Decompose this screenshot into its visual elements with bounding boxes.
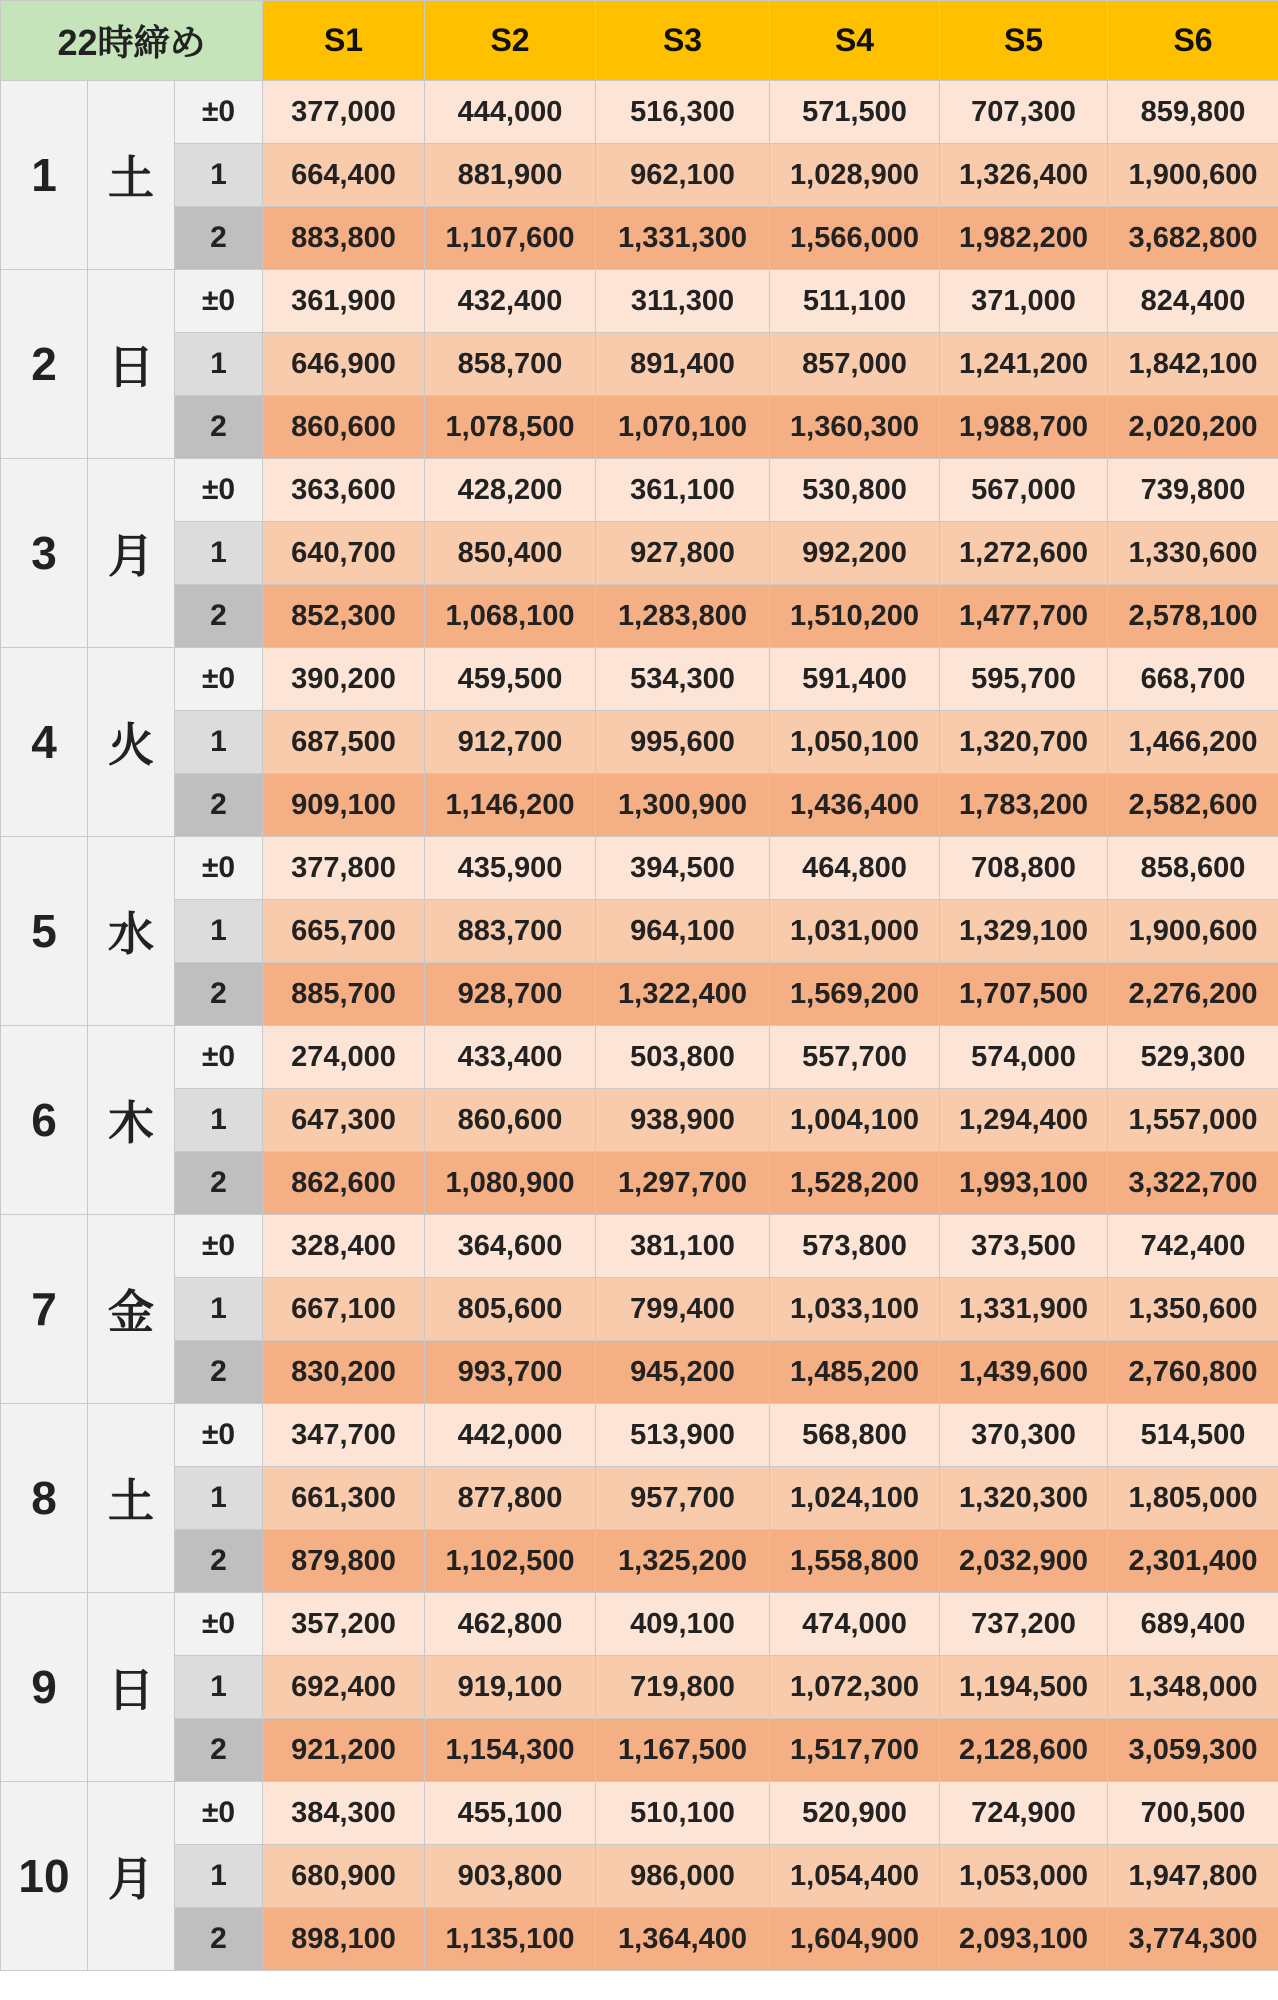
value-cell: 1,028,900	[770, 144, 940, 207]
value-cell: 1,322,400	[596, 963, 770, 1026]
value-cell: 850,400	[425, 522, 596, 585]
table-row	[1, 711, 1278, 774]
level-label: 2	[175, 1719, 263, 1782]
level-label: ±0	[175, 270, 263, 333]
value-cell: 860,600	[425, 1089, 596, 1152]
table-row	[1, 585, 1278, 648]
value-cell: 428,200	[425, 459, 596, 522]
value-cell: 1,842,100	[1108, 333, 1278, 396]
column-header: S1	[263, 1, 425, 81]
value-cell: 2,128,600	[940, 1719, 1108, 1782]
value-cell: 384,300	[263, 1782, 425, 1845]
value-cell: 680,900	[263, 1845, 425, 1908]
value-cell: 858,700	[425, 333, 596, 396]
value-cell: 739,800	[1108, 459, 1278, 522]
column-header: S2	[425, 1, 596, 81]
value-cell: 1,068,100	[425, 585, 596, 648]
level-label: 1	[175, 1278, 263, 1341]
value-cell: 1,566,000	[770, 207, 940, 270]
value-cell: 1,557,000	[1108, 1089, 1278, 1152]
value-cell: 1,477,700	[940, 585, 1108, 648]
table-row	[1, 1908, 1278, 1971]
value-cell: 1,070,100	[596, 396, 770, 459]
value-cell: 371,000	[940, 270, 1108, 333]
value-cell: 737,200	[940, 1593, 1108, 1656]
level-label: ±0	[175, 1593, 263, 1656]
value-cell: 3,682,800	[1108, 207, 1278, 270]
value-cell: 444,000	[425, 81, 596, 144]
value-cell: 927,800	[596, 522, 770, 585]
value-cell: 274,000	[263, 1026, 425, 1089]
value-cell: 1,436,400	[770, 774, 940, 837]
value-cell: 1,241,200	[940, 333, 1108, 396]
value-cell: 885,700	[263, 963, 425, 1026]
value-cell: 945,200	[596, 1341, 770, 1404]
table-row	[1, 774, 1278, 837]
value-cell: 591,400	[770, 648, 940, 711]
value-cell: 459,500	[425, 648, 596, 711]
value-cell: 1,053,000	[940, 1845, 1108, 1908]
value-cell: 3,774,300	[1108, 1908, 1278, 1971]
value-cell: 891,400	[596, 333, 770, 396]
header-row	[1, 1, 1278, 81]
value-cell: 377,800	[263, 837, 425, 900]
value-cell: 442,000	[425, 1404, 596, 1467]
value-cell: 1,805,000	[1108, 1467, 1278, 1530]
value-cell: 668,700	[1108, 648, 1278, 711]
value-cell: 883,700	[425, 900, 596, 963]
table-row	[1, 1782, 1278, 1845]
table-row	[1, 1278, 1278, 1341]
level-label: 1	[175, 1845, 263, 1908]
value-cell: 928,700	[425, 963, 596, 1026]
value-cell: 824,400	[1108, 270, 1278, 333]
table-header	[1, 1, 1278, 81]
table-row	[1, 144, 1278, 207]
table-row	[1, 1026, 1278, 1089]
value-cell: 595,700	[940, 648, 1108, 711]
value-cell: 1,033,100	[770, 1278, 940, 1341]
value-cell: 1,947,800	[1108, 1845, 1278, 1908]
value-cell: 1,988,700	[940, 396, 1108, 459]
table-row	[1, 1404, 1278, 1467]
value-cell: 921,200	[263, 1719, 425, 1782]
value-cell: 513,900	[596, 1404, 770, 1467]
value-cell: 647,300	[263, 1089, 425, 1152]
value-cell: 364,600	[425, 1215, 596, 1278]
value-cell: 1,485,200	[770, 1341, 940, 1404]
value-cell: 1,320,700	[940, 711, 1108, 774]
value-cell: 993,700	[425, 1341, 596, 1404]
level-label: 2	[175, 1908, 263, 1971]
value-cell: 394,500	[596, 837, 770, 900]
value-cell: 1,294,400	[940, 1089, 1108, 1152]
value-cell: 1,320,300	[940, 1467, 1108, 1530]
value-cell: 687,500	[263, 711, 425, 774]
day-number: 8	[1, 1404, 88, 1593]
value-cell: 857,000	[770, 333, 940, 396]
value-cell: 1,331,300	[596, 207, 770, 270]
value-cell: 852,300	[263, 585, 425, 648]
value-cell: 1,300,900	[596, 774, 770, 837]
value-cell: 1,330,600	[1108, 522, 1278, 585]
value-cell: 361,900	[263, 270, 425, 333]
value-cell: 1,004,100	[770, 1089, 940, 1152]
value-cell: 2,093,100	[940, 1908, 1108, 1971]
table-row	[1, 1215, 1278, 1278]
day-number: 5	[1, 837, 88, 1026]
value-cell: 1,054,400	[770, 1845, 940, 1908]
value-cell: 1,364,400	[596, 1908, 770, 1971]
value-cell: 719,800	[596, 1656, 770, 1719]
value-cell: 530,800	[770, 459, 940, 522]
value-cell: 3,059,300	[1108, 1719, 1278, 1782]
value-cell: 903,800	[425, 1845, 596, 1908]
table-row	[1, 1467, 1278, 1530]
value-cell: 514,500	[1108, 1404, 1278, 1467]
column-header: S3	[596, 1, 770, 81]
level-label: 2	[175, 585, 263, 648]
value-cell: 347,700	[263, 1404, 425, 1467]
level-label: 1	[175, 1656, 263, 1719]
value-cell: 799,400	[596, 1278, 770, 1341]
table-row	[1, 1341, 1278, 1404]
value-cell: 377,000	[263, 81, 425, 144]
value-cell: 646,900	[263, 333, 425, 396]
day-weekday: 日	[88, 1593, 175, 1782]
day-weekday: 月	[88, 459, 175, 648]
value-cell: 1,900,600	[1108, 144, 1278, 207]
table-row	[1, 1152, 1278, 1215]
value-cell: 912,700	[425, 711, 596, 774]
value-cell: 520,900	[770, 1782, 940, 1845]
table-row	[1, 1656, 1278, 1719]
value-cell: 2,020,200	[1108, 396, 1278, 459]
value-cell: 1,326,400	[940, 144, 1108, 207]
day-number: 4	[1, 648, 88, 837]
value-cell: 534,300	[596, 648, 770, 711]
table-row	[1, 459, 1278, 522]
value-cell: 1,135,100	[425, 1908, 596, 1971]
value-cell: 357,200	[263, 1593, 425, 1656]
value-cell: 474,000	[770, 1593, 940, 1656]
day-number: 7	[1, 1215, 88, 1404]
value-cell: 830,200	[263, 1341, 425, 1404]
value-cell: 689,400	[1108, 1593, 1278, 1656]
value-cell: 692,400	[263, 1656, 425, 1719]
value-cell: 1,707,500	[940, 963, 1108, 1026]
value-cell: 667,100	[263, 1278, 425, 1341]
value-cell: 1,102,500	[425, 1530, 596, 1593]
day-number: 3	[1, 459, 88, 648]
day-weekday: 水	[88, 837, 175, 1026]
value-cell: 2,276,200	[1108, 963, 1278, 1026]
value-cell: 858,600	[1108, 837, 1278, 900]
value-cell: 1,783,200	[940, 774, 1108, 837]
value-cell: 1,078,500	[425, 396, 596, 459]
level-label: 1	[175, 1089, 263, 1152]
day-number: 6	[1, 1026, 88, 1215]
level-label: 2	[175, 774, 263, 837]
table-row	[1, 396, 1278, 459]
value-cell: 995,600	[596, 711, 770, 774]
level-label: ±0	[175, 648, 263, 711]
day-number: 2	[1, 270, 88, 459]
value-cell: 1,439,600	[940, 1341, 1108, 1404]
value-cell: 390,200	[263, 648, 425, 711]
value-cell: 1,517,700	[770, 1719, 940, 1782]
table-row	[1, 1845, 1278, 1908]
table-row	[1, 81, 1278, 144]
value-cell: 1,194,500	[940, 1656, 1108, 1719]
value-cell: 455,100	[425, 1782, 596, 1845]
value-cell: 665,700	[263, 900, 425, 963]
value-cell: 328,400	[263, 1215, 425, 1278]
value-cell: 510,100	[596, 1782, 770, 1845]
table-row	[1, 522, 1278, 585]
value-cell: 1,466,200	[1108, 711, 1278, 774]
value-cell: 964,100	[596, 900, 770, 963]
level-label: 2	[175, 1152, 263, 1215]
value-cell: 1,510,200	[770, 585, 940, 648]
day-weekday: 火	[88, 648, 175, 837]
table-row	[1, 963, 1278, 1026]
level-label: 1	[175, 900, 263, 963]
value-cell: 708,800	[940, 837, 1108, 900]
value-cell: 1,107,600	[425, 207, 596, 270]
value-cell: 1,528,200	[770, 1152, 940, 1215]
day-weekday: 土	[88, 81, 175, 270]
level-label: 1	[175, 1467, 263, 1530]
value-cell: 938,900	[596, 1089, 770, 1152]
value-cell: 1,329,100	[940, 900, 1108, 963]
value-cell: 992,200	[770, 522, 940, 585]
value-cell: 3,322,700	[1108, 1152, 1278, 1215]
day-weekday: 土	[88, 1404, 175, 1593]
value-cell: 1,031,000	[770, 900, 940, 963]
table-row	[1, 270, 1278, 333]
column-header: S4	[770, 1, 940, 81]
column-header: S5	[940, 1, 1108, 81]
value-cell: 957,700	[596, 1467, 770, 1530]
table-row	[1, 1593, 1278, 1656]
value-cell: 1,024,100	[770, 1467, 940, 1530]
value-cell: 568,800	[770, 1404, 940, 1467]
value-cell: 661,300	[263, 1467, 425, 1530]
value-cell: 664,400	[263, 144, 425, 207]
level-label: 2	[175, 1341, 263, 1404]
value-cell: 1,331,900	[940, 1278, 1108, 1341]
value-cell: 1,569,200	[770, 963, 940, 1026]
value-cell: 373,500	[940, 1215, 1108, 1278]
level-label: ±0	[175, 837, 263, 900]
level-label: ±0	[175, 81, 263, 144]
value-cell: 433,400	[425, 1026, 596, 1089]
value-cell: 909,100	[263, 774, 425, 837]
value-cell: 1,283,800	[596, 585, 770, 648]
value-cell: 516,300	[596, 81, 770, 144]
level-label: ±0	[175, 459, 263, 522]
value-cell: 877,800	[425, 1467, 596, 1530]
level-label: 1	[175, 711, 263, 774]
value-cell: 557,700	[770, 1026, 940, 1089]
value-cell: 879,800	[263, 1530, 425, 1593]
value-cell: 529,300	[1108, 1026, 1278, 1089]
value-cell: 1,982,200	[940, 207, 1108, 270]
level-label: ±0	[175, 1782, 263, 1845]
value-cell: 435,900	[425, 837, 596, 900]
value-cell: 1,297,700	[596, 1152, 770, 1215]
value-cell: 573,800	[770, 1215, 940, 1278]
value-cell: 1,154,300	[425, 1719, 596, 1782]
value-cell: 432,400	[425, 270, 596, 333]
day-weekday: 金	[88, 1215, 175, 1404]
table-row	[1, 333, 1278, 396]
level-label: 2	[175, 396, 263, 459]
value-cell: 898,100	[263, 1908, 425, 1971]
day-number: 1	[1, 81, 88, 270]
value-cell: 464,800	[770, 837, 940, 900]
value-cell: 2,578,100	[1108, 585, 1278, 648]
value-cell: 883,800	[263, 207, 425, 270]
day-weekday: 日	[88, 270, 175, 459]
table-row	[1, 1719, 1278, 1782]
level-label: ±0	[175, 1026, 263, 1089]
value-cell: 859,800	[1108, 81, 1278, 144]
value-cell: 860,600	[263, 396, 425, 459]
value-cell: 370,300	[940, 1404, 1108, 1467]
value-cell: 1,325,200	[596, 1530, 770, 1593]
value-cell: 571,500	[770, 81, 940, 144]
value-cell: 2,582,600	[1108, 774, 1278, 837]
table-row	[1, 207, 1278, 270]
value-cell: 805,600	[425, 1278, 596, 1341]
level-label: ±0	[175, 1404, 263, 1467]
value-cell: 381,100	[596, 1215, 770, 1278]
value-cell: 574,000	[940, 1026, 1108, 1089]
value-cell: 962,100	[596, 144, 770, 207]
value-cell: 862,600	[263, 1152, 425, 1215]
level-label: ±0	[175, 1215, 263, 1278]
value-cell: 511,100	[770, 270, 940, 333]
value-cell: 1,350,600	[1108, 1278, 1278, 1341]
value-cell: 363,600	[263, 459, 425, 522]
value-cell: 503,800	[596, 1026, 770, 1089]
value-cell: 1,146,200	[425, 774, 596, 837]
table-row	[1, 837, 1278, 900]
day-weekday: 木	[88, 1026, 175, 1215]
value-cell: 1,558,800	[770, 1530, 940, 1593]
value-cell: 700,500	[1108, 1782, 1278, 1845]
value-cell: 361,100	[596, 459, 770, 522]
value-cell: 1,900,600	[1108, 900, 1278, 963]
value-cell: 2,301,400	[1108, 1530, 1278, 1593]
value-cell: 919,100	[425, 1656, 596, 1719]
value-cell: 1,080,900	[425, 1152, 596, 1215]
table-row	[1, 1530, 1278, 1593]
value-cell: 311,300	[596, 270, 770, 333]
table-row	[1, 648, 1278, 711]
value-cell: 986,000	[596, 1845, 770, 1908]
day-number: 10	[1, 1782, 88, 1971]
value-cell: 640,700	[263, 522, 425, 585]
value-cell: 1,348,000	[1108, 1656, 1278, 1719]
corner-label: 22時締め	[1, 1, 263, 81]
level-label: 1	[175, 333, 263, 396]
value-cell: 1,272,600	[940, 522, 1108, 585]
column-header: S6	[1108, 1, 1278, 81]
table-row	[1, 900, 1278, 963]
day-weekday: 月	[88, 1782, 175, 1971]
value-cell: 409,100	[596, 1593, 770, 1656]
value-cell: 1,167,500	[596, 1719, 770, 1782]
level-label: 1	[175, 522, 263, 585]
value-cell: 462,800	[425, 1593, 596, 1656]
value-cell: 1,360,300	[770, 396, 940, 459]
value-cell: 567,000	[940, 459, 1108, 522]
value-cell: 2,032,900	[940, 1530, 1108, 1593]
value-cell: 881,900	[425, 144, 596, 207]
table-body	[1, 81, 1278, 1971]
level-label: 2	[175, 1530, 263, 1593]
value-cell: 1,072,300	[770, 1656, 940, 1719]
value-cell: 742,400	[1108, 1215, 1278, 1278]
level-label: 2	[175, 963, 263, 1026]
value-cell: 1,993,100	[940, 1152, 1108, 1215]
value-cell: 1,604,900	[770, 1908, 940, 1971]
value-cell: 724,900	[940, 1782, 1108, 1845]
day-number: 9	[1, 1593, 88, 1782]
level-label: 2	[175, 207, 263, 270]
value-cell: 707,300	[940, 81, 1108, 144]
value-cell: 2,760,800	[1108, 1341, 1278, 1404]
table-row	[1, 1089, 1278, 1152]
value-cell: 1,050,100	[770, 711, 940, 774]
level-label: 1	[175, 144, 263, 207]
